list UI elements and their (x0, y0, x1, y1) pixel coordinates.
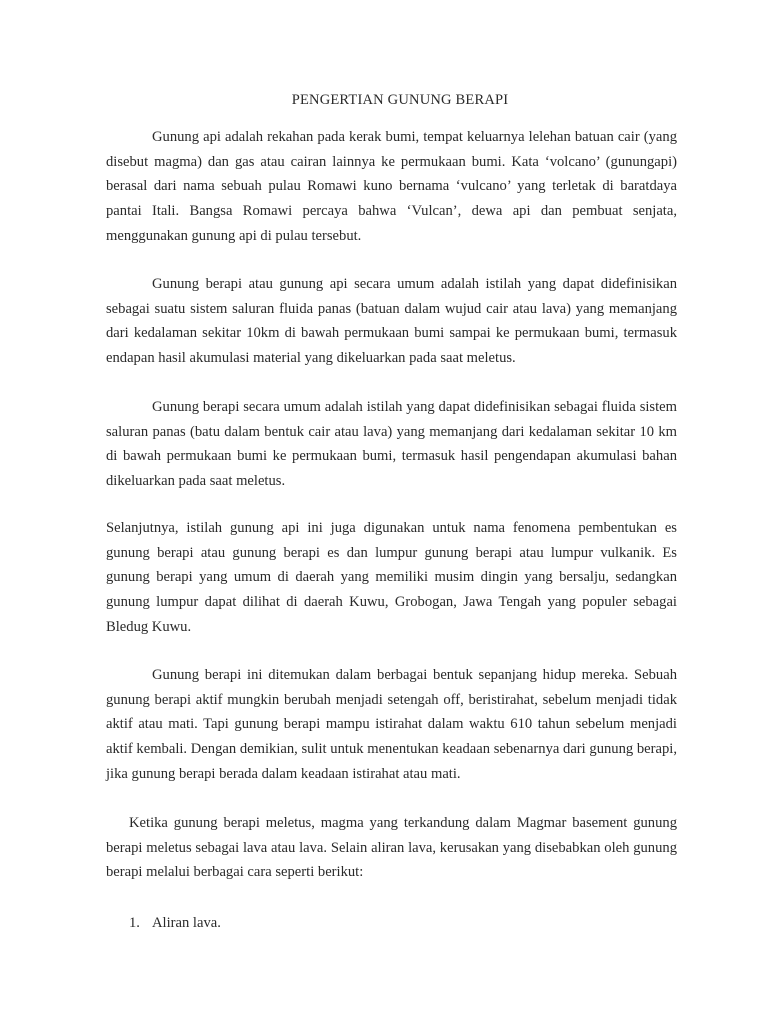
paragraph-3: Gunung berapi secara umum adalah istilah yang dapat didefinisikan sebagai fluida sistem saluran panas (batu dalam bentuk cair atau lava) yang memanjang dari kedalaman sekitar 10 km di bawah permukaan bumi ke permukaan bumi, termasuk hasil pengendapan akumulasi bahan dikeluarkan pada saat meletus. (106, 399, 677, 490)
paragraph-4: Selanjutnya, istilah gunung api ini juga digunakan untuk nama fenomena pembentukan es gunung berapi atau gunung berapi es dan lumpur gunung berapi atau lumpur vulkanik. Es gunung berapi yang umum di daerah yang memiliki musim dingin yang bersalju, sedangkan gunung lumpur dapat dilihat di daerah Kuwu, Grobogan, Jawa Tengah yang populer sebagai Bledug Kuwu. (106, 520, 677, 635)
document-title: PENGERTIAN GUNUNG BERAPI (291, 92, 509, 108)
list-item-text: Aliran lava. (152, 915, 221, 931)
list-item-number: 1. (129, 915, 140, 931)
paragraph-2: Gunung berapi atau gunung api secara umum adalah istilah yang dapat didefinisikan sebagai suatu sistem saluran fluida panas (batuan dalam wujud cair atau lava) yang memanjang dari kedalaman sekitar 10km di bawah permukaan bumi sampai ke permukaan bumi, termasuk endapan hasil akumulasi material yang dikeluarkan pada saat meletus. (106, 276, 677, 367)
paragraph-1: Gunung api adalah rekahan pada kerak bumi, tempat keluarnya lelehan batuan cair (yang disebut magma) dan gas atau cairan lainnya ke permukaan bumi. Kata ‘volcano’ (gunungapi) berasal dari nama sebuah pulau Romawi kuno bernama ‘vulcano’ yang terletak di baratdaya pantai Itali. Bangsa Romawi percaya bahwa ‘Vulcan’, dewa api dan pembuat senjata, menggunakan gunung api di pulau tersebut. (106, 129, 677, 244)
paragraph-6: Ketika gunung berapi meletus, magma yang terkandung dalam Magmar basement gunung berapi meletus sebagai lava atau lava. Selain aliran lava, kerusakan yang disebabkan oleh gunung berapi melalui berbagai cara seperti berikut: (106, 815, 677, 881)
paragraph-5: Gunung berapi ini ditemukan dalam berbagai bentuk sepanjang hidup mereka. Sebuah gunung berapi aktif mungkin berubah menjadi setengah off, beristirahat, sebelum menjadi tidak aktif atau mati. Tapi gunung berapi mampu istirahat dalam waktu 610 tahun sebelum menjadi aktif kembali. Dengan demikian, sulit untuk menentukan keadaan sebenarnya dari gunung berapi, jika gunung berapi berada dalam keadaan istirahat atau mati. (106, 667, 677, 782)
list-item (129, 911, 221, 935)
